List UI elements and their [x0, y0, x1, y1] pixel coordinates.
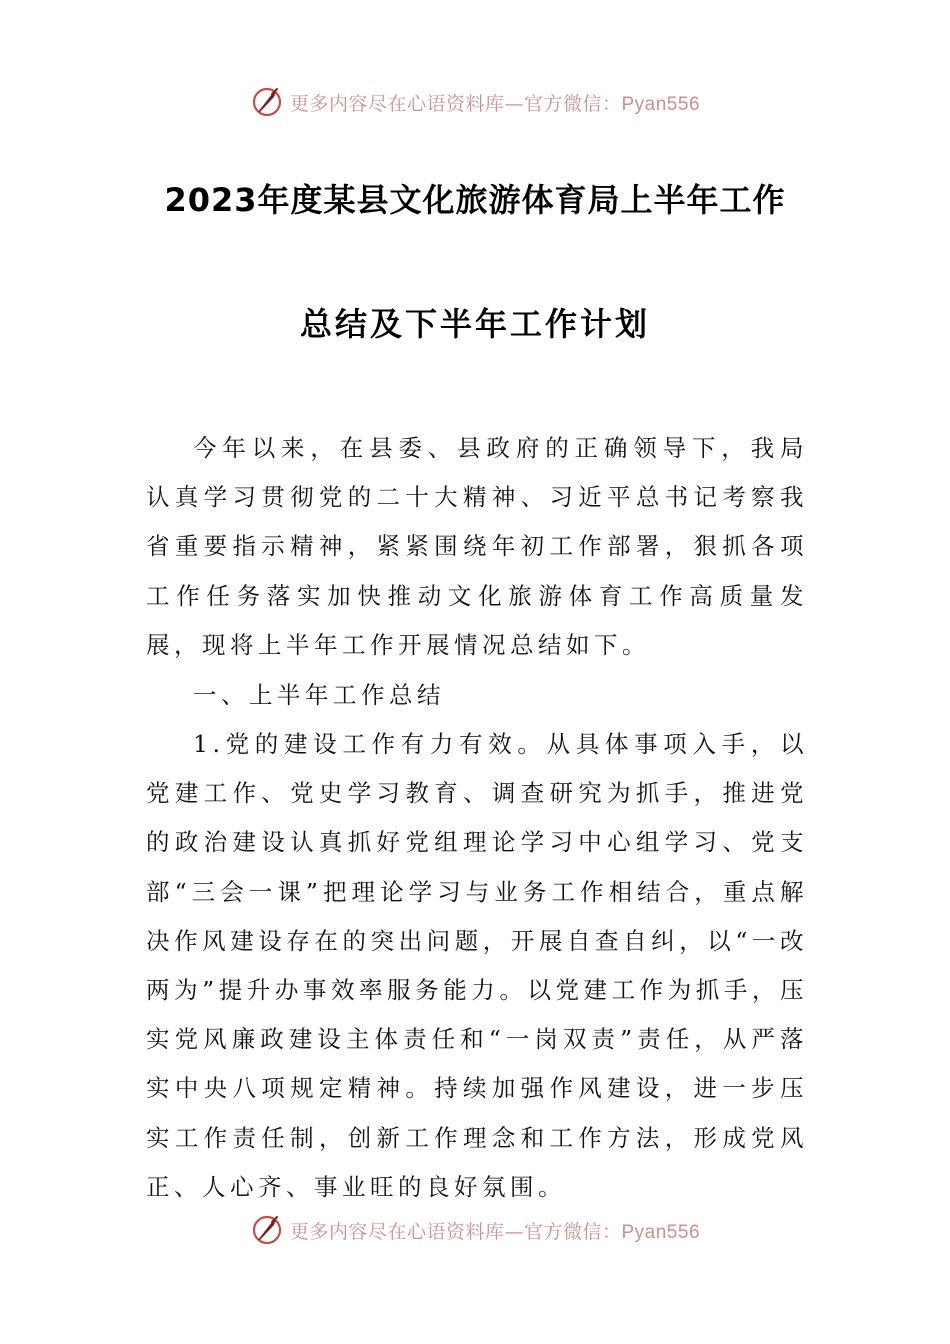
item-paragraph: 1.党的建设工作有力有效。从具体事项入手，以党建工作、党史学习教育、调查研究为抓手，推进党的政治建设认真抓好党组理论学习中心组学习、党支部“三会一课”把理论学习与业务工作相结合，重点解决作风建设存在的突出问题，开展自查自纠，以“一改两为”提升办事效率服务能力。以党建工作为抓手，压实党风廉政建设主体责任和“一岗双责”责任，从严落实中央八项规定精神。持续加强作风建设，进一步压实工作责任制，创新工作理念和工作方法，形成党风正、人心齐、事业旺的良好氛围。 — [146, 730, 808, 1201]
watermark-text: 更多内容尽在心语资料库—官方微信：Pyan556 — [289, 1220, 701, 1243]
header-watermark — [0, 82, 950, 122]
section-heading: 一、上半年工作总结 — [193, 681, 445, 709]
footer-watermark — [0, 1210, 950, 1250]
wechat-id: Pyan556 — [621, 93, 701, 115]
watermark-text: 更多内容尽在心语资料库—官方微信：Pyan556 — [289, 92, 701, 115]
doc-title-line2: 总结及下半年工作计划 — [299, 305, 650, 343]
intro-paragraph: 今年以来，在县委、县政府的正确领导下，我局认真学习贯彻党的二十大精神、习近平总书记考察我省重要指示精神，紧紧围绕年初工作部署，狠抓各项工作任务落实加快推动文化旅游体育工作高质量发展，现将上半年工作开展情况总结如下。 — [146, 434, 808, 659]
quill-circle-icon — [250, 85, 284, 119]
doc-title-line1: 2023年度某县文化旅游体育局上半年工作 — [164, 181, 786, 219]
wechat-id: Pyan556 — [621, 1221, 701, 1243]
quill-circle-icon — [250, 1213, 284, 1247]
